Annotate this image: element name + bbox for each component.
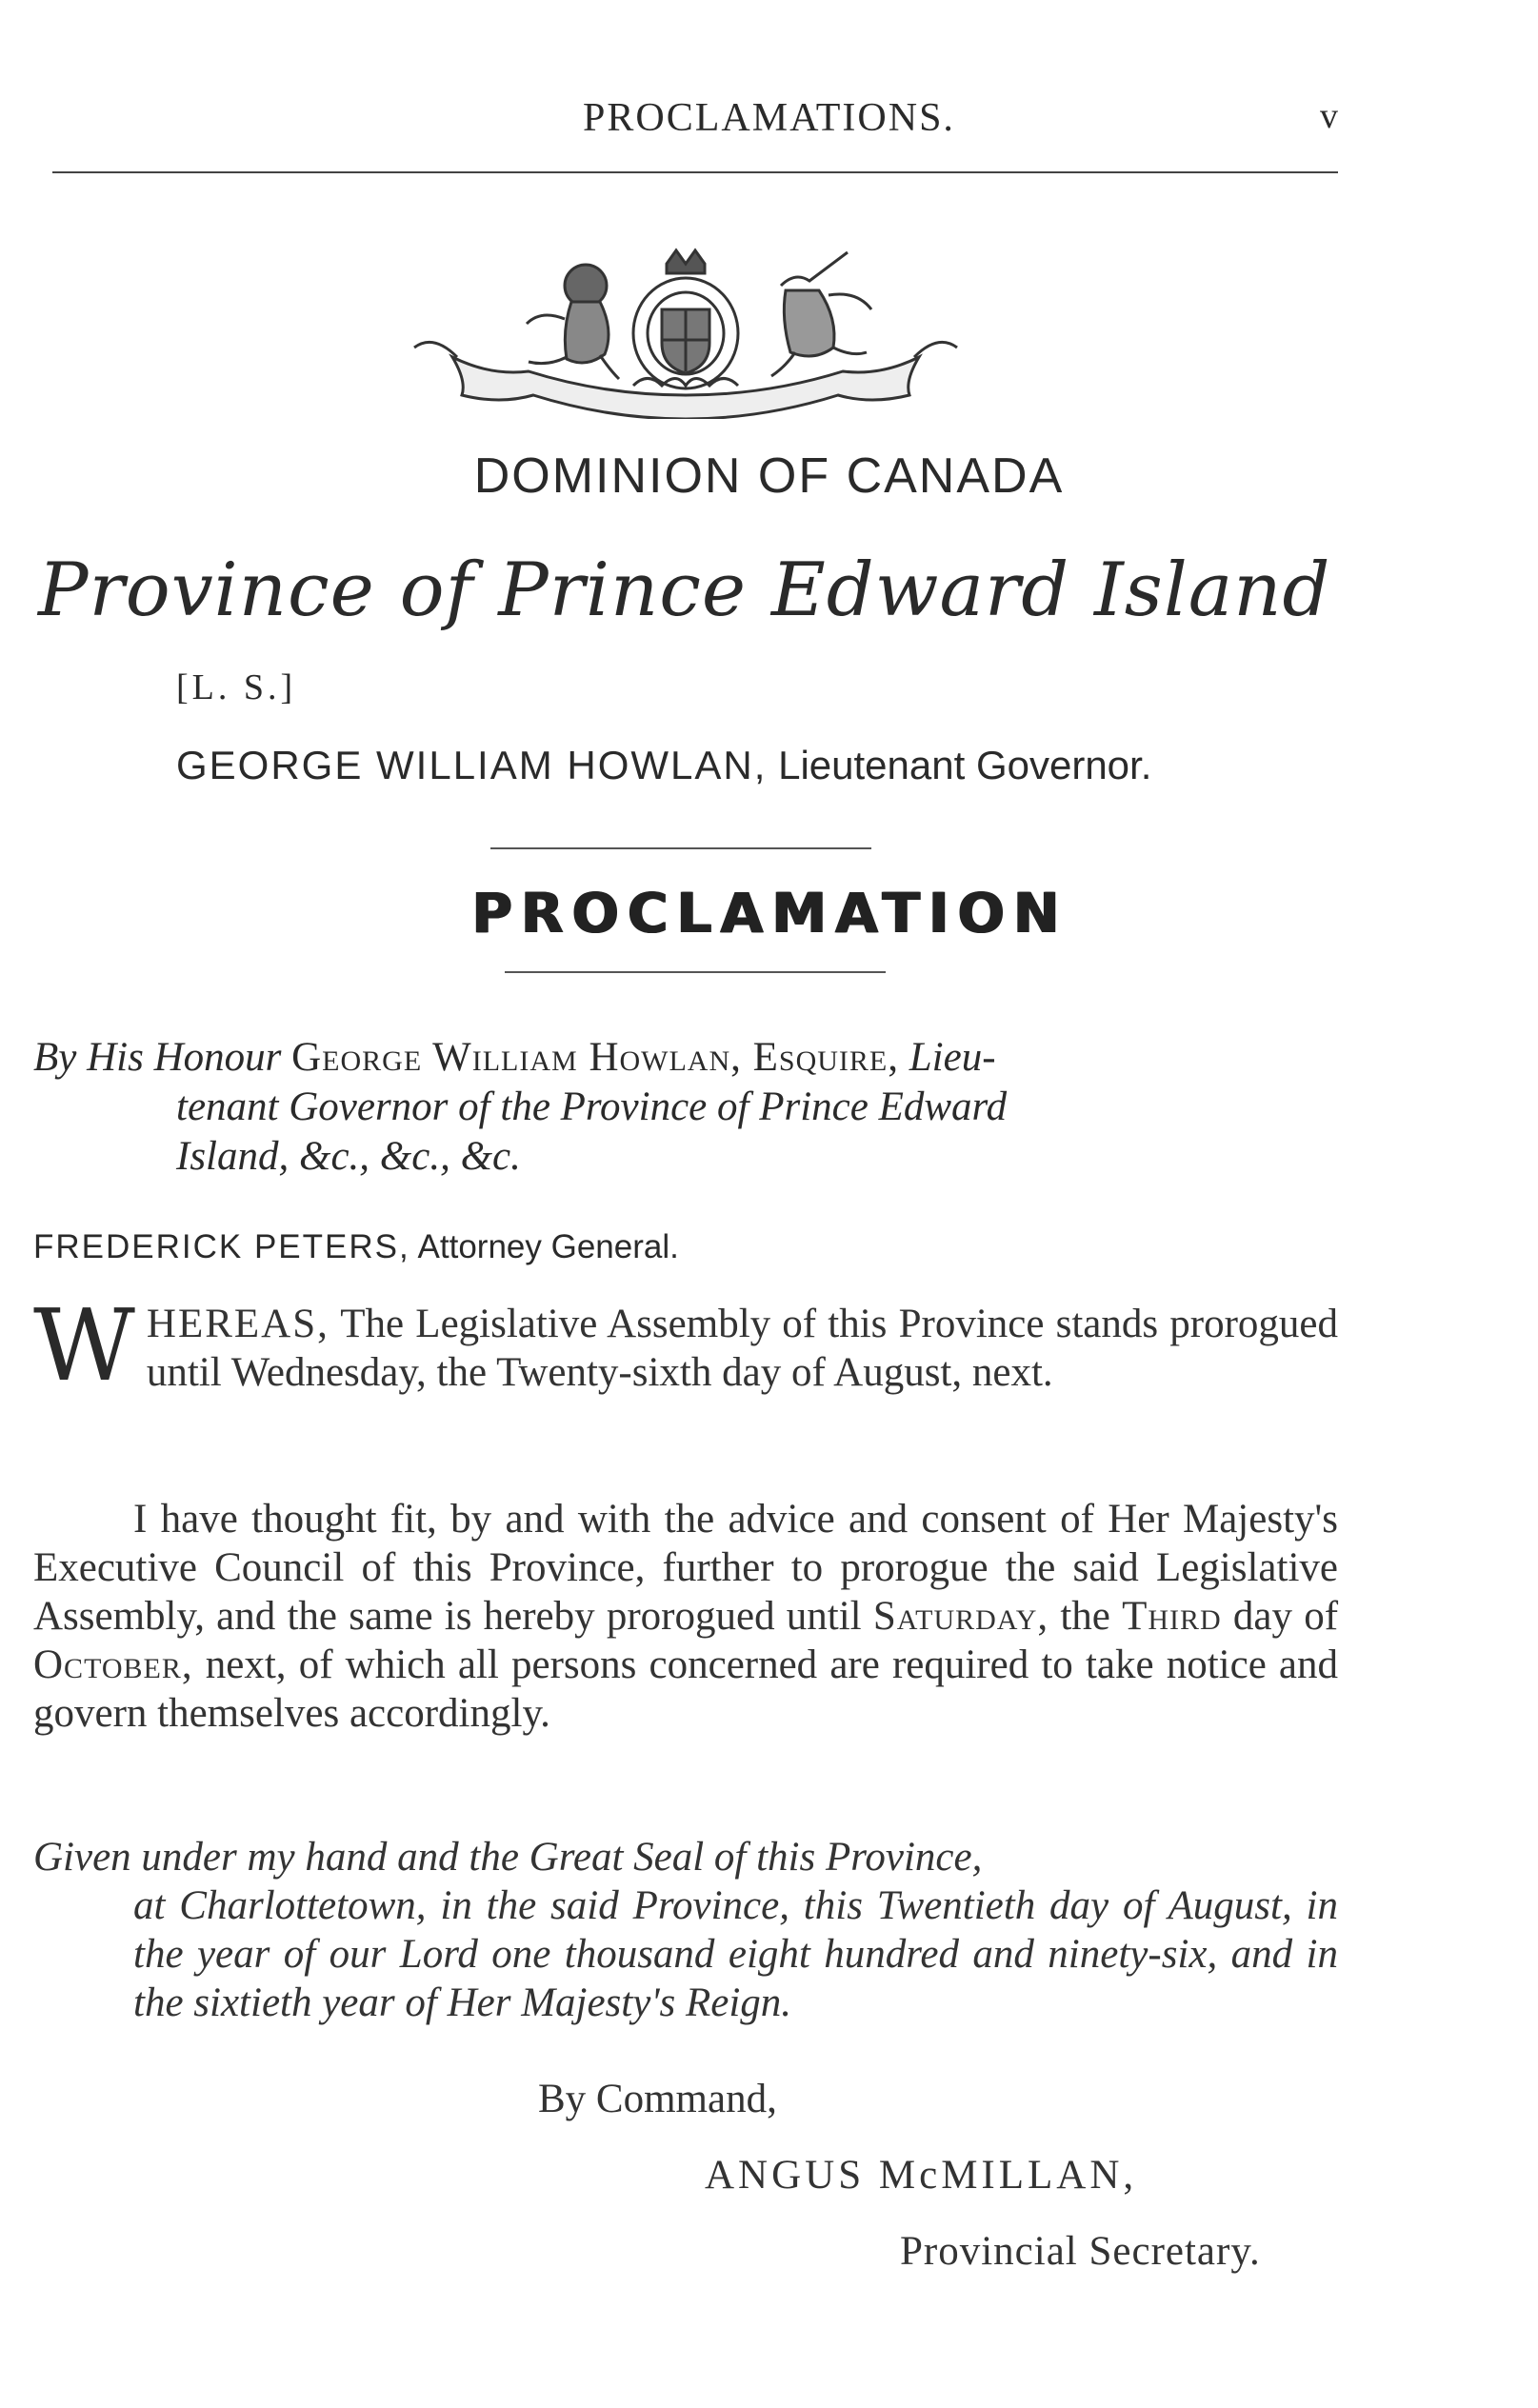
attorney-general-line: [33, 1228, 679, 1266]
by-honour-name: George William Howlan, Esquire,: [291, 1035, 899, 1080]
body-part-3: day of: [1232, 1594, 1339, 1639]
signer-name: ANGUS McMILLAN,: [705, 2153, 1138, 2198]
attorney-title: Attorney General.: [417, 1228, 679, 1265]
whereas-text: The Legislative Assembly of this Province stands prorogued until Wednesday, the Twenty-sixth day of August, next.: [146, 1302, 1338, 1395]
body-third: Third: [1122, 1594, 1222, 1639]
province-heading: Province of Prince Edward Island: [38, 547, 1331, 633]
by-honour-line-2: tenant Governor of the Province of Prince Edward: [176, 1085, 1008, 1129]
title-rule-bottom: [505, 971, 886, 973]
whereas-paragraph: [33, 1287, 1338, 1403]
governor-line: [176, 743, 1338, 788]
by-honour-title-start: Lieu-: [909, 1035, 996, 1080]
governor-title: Lieutenant Governor.: [778, 743, 1152, 787]
whereas-word-rest: HEREAS,: [146, 1302, 330, 1346]
governor-name: GEORGE WILLIAM HOWLAN,: [176, 743, 768, 787]
running-head: PROCLAMATIONS.: [583, 96, 955, 140]
prorogation-paragraph: [33, 1495, 1338, 1738]
body-month: October,: [33, 1642, 193, 1687]
by-honour-lead: By His Honour: [33, 1035, 282, 1080]
header-rule: [52, 171, 1338, 173]
body-part-4: next, of which all persons concerned are required to take notice and govern themselves accordingly.: [33, 1642, 1339, 1736]
title-rule-top: [490, 847, 871, 849]
given-under-hand: [33, 1833, 1338, 2027]
page-number: v: [1320, 96, 1338, 136]
signer-title: Provincial Secretary.: [900, 2229, 1261, 2274]
given-rest: at Charlottetown, in the said Province, this Twentieth day of August, in the year of our Lord one thousand eight hundred and ninety-six, and in the sixtieth year of Her Majesty's Reign.: [133, 1883, 1338, 2025]
by-honour-line-3: Island, &c., &c., &c.: [176, 1134, 521, 1179]
royal-coat-of-arms-icon: [395, 243, 976, 419]
body-day: Saturday,: [872, 1594, 1049, 1639]
seal-mark: [L. S.]: [176, 667, 297, 707]
dominion-heading: DOMINION OF CANADA: [473, 448, 1065, 504]
by-command: By Command,: [538, 2077, 777, 2121]
proclamation-title: PROCLAMATION: [470, 881, 1068, 945]
drop-cap: W: [33, 1287, 135, 1403]
given-first-line: Given under my hand and the Great Seal of this Province,: [33, 1835, 983, 1880]
by-his-honour: [33, 1033, 1338, 1182]
body-part-1: I have thought fit, by and with the advice and consent of Her Majesty's Executive Council of this Province, further to prorogue the said Legislative Assembly, and the same is hereby prorogued until: [33, 1497, 1338, 1639]
body-part-2: the: [1060, 1594, 1110, 1639]
attorney-name: FREDERICK PETERS,: [33, 1228, 410, 1265]
